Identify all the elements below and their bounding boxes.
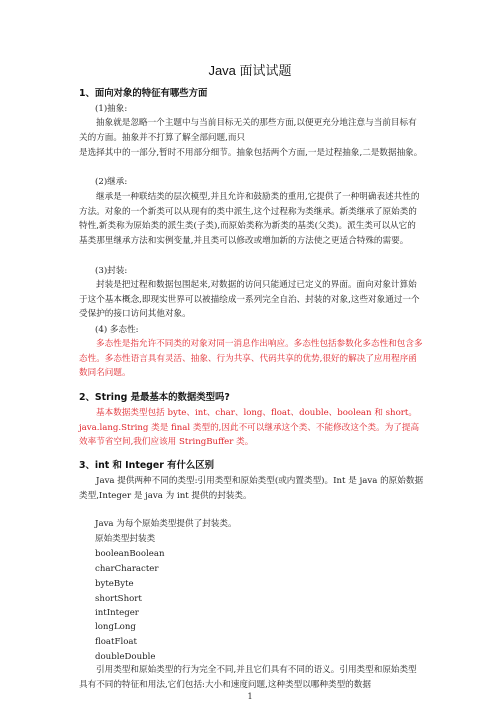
section-3-heading: 3、int 和 Integer 有什么区别	[79, 460, 215, 471]
wrapper-row: longLong	[95, 622, 136, 632]
inheritance-text: 继承是一种联结类的层次模型,并且允许和鼓励类的重用,它提供了一种明确表述共性的方法。对象的一个新类可以从现有的类中派生,这个过程称为类继承。新类继承了原始类的特性,新类称为原始类的派生类(子类),而原始类称为新类的基类(父类)。派生类可以从它的基类那里继承方法和实例变量,并且类可以修改或增加新的方法使之更适合特殊的需要。	[79, 192, 420, 246]
wrapper-row: intInteger	[95, 608, 139, 618]
page-number: 1	[247, 692, 253, 701]
wrapper-intro: Java 为每个原始类型提供了封装类。	[95, 519, 237, 529]
inheritance-label: (2)继承:	[95, 177, 128, 187]
encapsulation-label: (3)封装:	[95, 266, 128, 276]
abstract-text: 抽象就是忽略一个主题中与当前目标无关的那些方面,以便更充分地注意与当前目标有关的方面。抽象并不打算了解全部问题,而只	[79, 118, 417, 143]
wrapper-row: byteByte	[95, 579, 134, 589]
wrapper-row: charCharacter	[95, 564, 159, 574]
section-2-heading: 2、String 是最基本的数据类型吗?	[79, 392, 230, 403]
polymorphism-label: (4) 多态性:	[95, 325, 139, 335]
reference-types-text: 引用类型和原始类型的行为完全不同,并且它们具有不同的语义。引用类型和原始类型具有不同的特征和用法,它们包括:大小和速度问题,这种类型以哪种类型的数据	[79, 665, 417, 690]
int-integer-text: Java 提供两种不同的类型:引用类型和原始类型(或内置类型)。Int 是 java 的原始数据类型,Integer 是 java 为 int 提供的封装类。	[79, 476, 424, 501]
wrapper-header: 原始类型封装类	[95, 534, 156, 544]
abstract-text-2: 是选择其中的一部分,暂时不用部分细节。抽象包括两个方面,一是过程抽象,二是数据抽象。	[79, 148, 423, 158]
encapsulation-text: 封装是把过程和数据包围起来,对数据的访问只能通过已定义的界面。面向对象计算始于这个基本概念,即现实世界可以被描绘成一系列完全自治、封装的对象,这些对象通过一个受保护的接口访问其他对象。	[79, 280, 420, 320]
wrapper-row: floatFloat	[95, 637, 137, 647]
wrapper-row: doubleDouble	[95, 652, 156, 662]
wrapper-row: booleanBoolean	[95, 549, 165, 559]
section-1-heading: 1、面向对象的特征有哪些方面	[79, 88, 208, 99]
abstract-label: (1)抽象:	[95, 104, 128, 114]
string-text: 基本数据类型包括 byte、int、char、long、float、double、boolean 和 short。java.lang.String 类是 final 类型的,因此不可以继承这个类、不能修改这个类。为了提高效率节省空间,我们应该用 StringBuffer 类。	[79, 408, 420, 448]
wrapper-row: shortShort	[95, 594, 142, 604]
polymorphism-text: 多态性是指允许不同类的对象对同一消息作出响应。多态性包括参数化多态性和包含多态性。多态性语言具有灵活、抽象、行为共享、代码共享的优势,很好的解决了应用程序函数同名问题。	[79, 339, 423, 379]
document-title: Java 面试试题	[208, 63, 292, 78]
